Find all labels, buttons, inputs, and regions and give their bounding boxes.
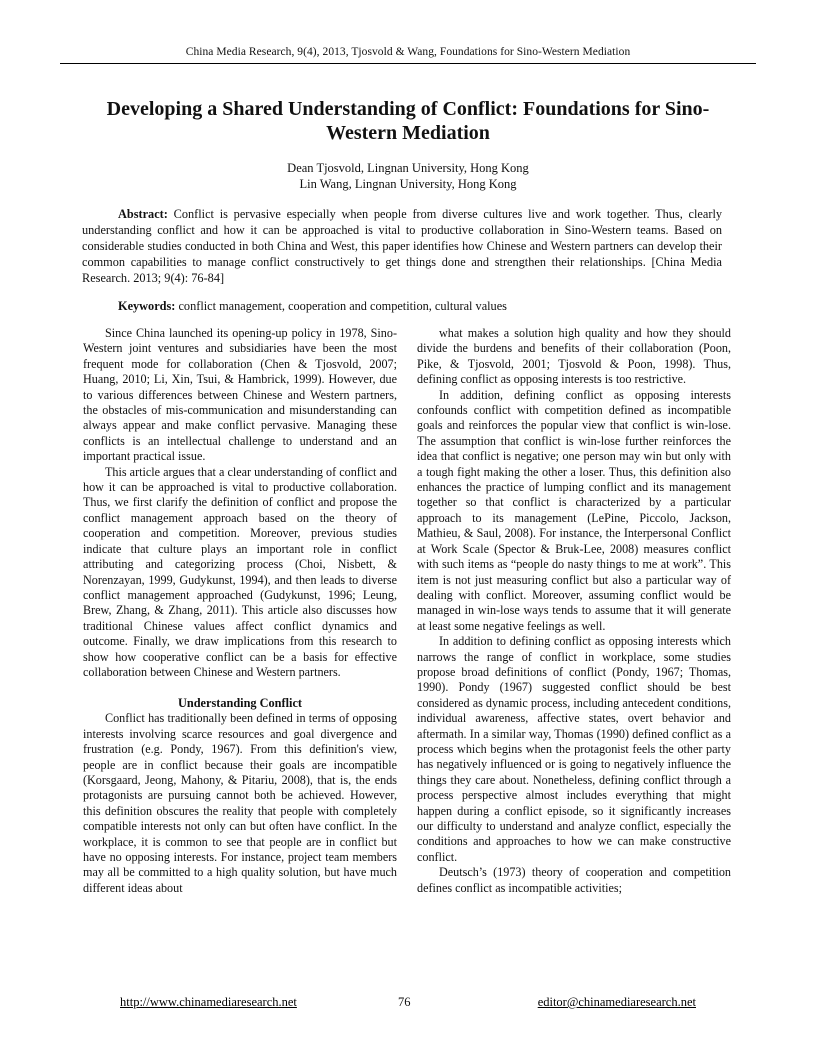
body-paragraph: Conflict has traditionally been defined in terms of opposing interests involving scarce resources and goal divergence and frustration (e.g. Pondy, 1967). From this definition's view, people are in conflict because their goals are incompatible (Korsgaard, Jeong, Mahony, & Pitariu, 2008), that is, the ends protagonists are pursuing cannot both be achieved. However, this definition obscures the reality that people with completely compatible interests not only can but often have conflict. In the workplace, it is common to see that people are in conflict but have no opposing interests. For instance, project team members may all be committed to a high quality solution, but have much different ideas about <box>83 711 397 895</box>
page-number: 76 <box>398 995 411 1009</box>
body-paragraph: Deutsch’s (1973) theory of cooperation and competition defines conflict as incompatible activities; <box>417 865 731 895</box>
page-footer <box>60 995 756 1015</box>
running-header: China Media Research, 9(4), 2013, Tjosvold & Wang, Foundations for Sino-Western Mediation <box>185 46 631 58</box>
body-paragraph: what makes a solution high quality and how they should divide the burdens and benefits of their collaboration (Poon, Pike, & Tjosvold, 2001; Tjosvold & Poon, 1998). Thus, defining conflict as opposing interests is too restrictive. <box>417 326 731 387</box>
left-column <box>83 326 397 896</box>
body-paragraph: In addition, defining conflict as opposing interests confounds conflict with competition defined as incompatible goals and reinforces the popular view that conflict is win-lose. The assumption that conflict is win-lose further reinforces the idea that conflict is negative; one person may win but only with a tough fight making the other a loser. Thus, this definition also enhances the practice of lumping conflict and its management together so that conflict is characterized by a particular approach to its management (LePine, Piccolo, Jackson, Mathieu, & Saul, 2008). For instance, the Interpersonal Conflict at Work Scale (Spector & Bruk-Lee, 2008) measures conflict with such items as “people do nasty things to me at work”. This item is not just measuring conflict but also a particular way of dealing with conflict. Moreover, assuming conflict would be managed in win-lose ways tends to assume that it will generate at least some negative feelings as well. <box>417 387 731 633</box>
body-paragraph: In addition to defining conflict as opposing interests which narrows the range of conflict in workplace, some studies propose broad definitions of conflict (Pondy, 1967; Thomas, 1990). Pondy (1967) suggested conflict should be best considered as dynamic process, including antecedent conditions, individual awareness, affective states, overt behavior and aftermath. In a similar way, Thomas (1990) defined conflict as a process which begins when the protagonist feels the other party has negatively influenced or is going to negatively influence the things they care about. Nonetheless, defining conflict through a process perspective almost includes everything that might happen during a conflict episode, so it significantly increases our difficulty to understand and analyze conflict, especially the conditions and approaches to how we can make constructive conflict. <box>417 634 731 864</box>
header-divider <box>60 63 756 64</box>
section-heading: Understanding Conflict <box>177 696 302 711</box>
author-block <box>100 160 716 192</box>
body-paragraph: Since China launched its opening-up policy in 1978, Sino-Western joint ventures and subsidiaries have been the most frequent mode for collaboration (Chen & Tjosvold, 2007; Huang, 2010; Li, Xin, Tsui, & Hambrick, 1999). However, due to various differences between Chinese and Western partners, the obstacles of mis-communication and misunderstanding can always appear and make conflict pervasive. Managing these conflicts is an intellectual challenge to understand and an important practical issue. <box>83 326 397 464</box>
journal-url-link[interactable]: http://www.chinamediaresearch.net <box>120 995 297 1009</box>
abstract-text: Conflict is pervasive especially when people from diverse cultures live and work together. Thus, clearly understanding conflict and how it can be approached is vital to productive collaboration in Sino-Western teams. Based on considerable studies conducted in both China and West, this paper identifies how Chinese and Western partners can develop their common capabilities to manage conflict constructively to get things done and strengthen their relationships. [China Media Research. 2013; 9(4): 76-84] <box>82 207 723 285</box>
right-column <box>417 326 731 896</box>
keywords-label: Keywords: <box>118 299 176 313</box>
abstract-label: Abstract: <box>118 207 168 221</box>
editor-email-link[interactable]: editor@chinamediaresearch.net <box>537 995 696 1009</box>
keywords <box>82 298 722 314</box>
author-line: Lin Wang, Lingnan University, Hong Kong <box>299 177 517 191</box>
author-line: Dean Tjosvold, Lingnan University, Hong Kong <box>287 161 529 175</box>
body-paragraph: This article argues that a clear understanding of conflict and how it can be approached is vital to productive collaboration. Thus, we first clarify the definition of conflict and propose the conflict management approach based on the theory of cooperation and competition. Moreover, previous studies indicate that culture plays an important role in conflict attributing and categorizing process (Choi, Nisbett, & Norenzayan, 1999, Gudykunst, 1994), and then leads to diverse conflict management approached (Gudykunst, 1996; Leung, Brew, Zhang, & Zhang, 2011). This article also discusses how traditional Chinese values affect conflict dynamics and outcome. Finally, we draw implications from this research to show how cooperative conflict can be a basis for effective collaboration between Chinese and Western partners. <box>83 464 397 679</box>
keywords-text: conflict management, cooperation and competition, cultural values <box>178 299 507 313</box>
paper-title: Developing a Shared Understanding of Conflict: Foundations for Sino-Western Mediation <box>106 98 710 144</box>
abstract <box>82 206 722 286</box>
